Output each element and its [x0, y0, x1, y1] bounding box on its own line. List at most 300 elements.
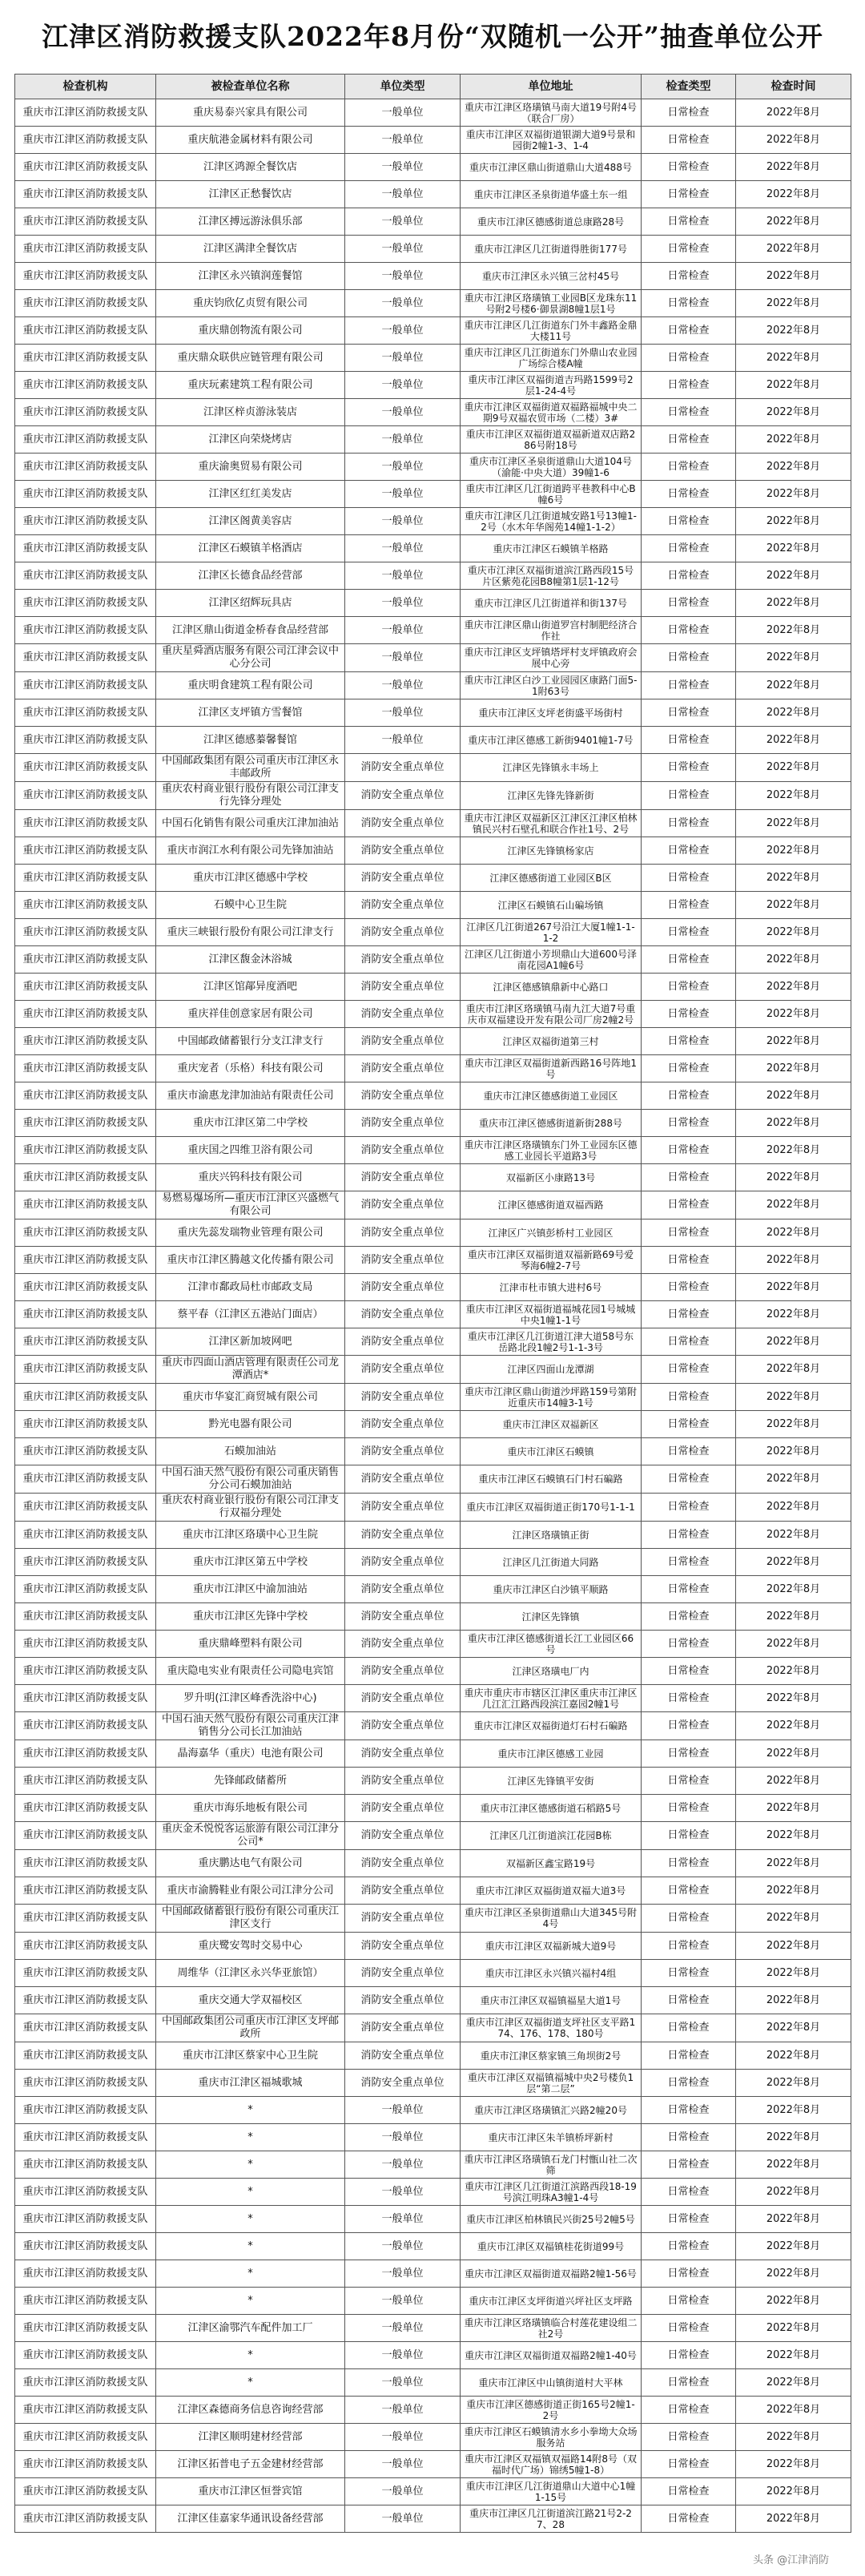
table-row	[15, 1274, 851, 1301]
cell-address: 重庆市江津区双福镇福城中央2号楼负1层“第二层”	[461, 2070, 642, 2097]
cell-agency: 重庆市江津区消防救援支队	[15, 263, 156, 290]
cell-check-type: 日常检查	[642, 810, 736, 837]
cell-agency: 重庆市江津区消防救援支队	[15, 1549, 156, 1576]
cell-agency: 重庆市江津区消防救援支队	[15, 2478, 156, 2505]
cell-unit-type: 消防安全重点单位	[345, 1465, 461, 1494]
table-row	[15, 263, 851, 290]
cell-check-time: 2022年8月	[736, 1082, 851, 1110]
cell-address: 重庆市江津区德感工业园	[461, 1740, 642, 1768]
table-row	[15, 1465, 851, 1494]
cell-unit-type: 一般单位	[345, 562, 461, 590]
inspection-table	[14, 74, 851, 2533]
cell-check-type: 日常检查	[642, 454, 736, 481]
table-row	[15, 1850, 851, 1877]
cell-agency: 重庆市江津区消防救援支队	[15, 672, 156, 699]
cell-check-type: 日常检查	[642, 1465, 736, 1494]
cell-check-time: 2022年8月	[736, 127, 851, 154]
cell-check-time: 2022年8月	[736, 837, 851, 865]
cell-unit-type: 消防安全重点单位	[345, 1028, 461, 1055]
cell-unit-name: *	[156, 2206, 345, 2233]
cell-check-time: 2022年8月	[736, 754, 851, 782]
cell-agency: 重庆市江津区消防救援支队	[15, 154, 156, 181]
cell-unit-type: 消防安全重点单位	[345, 1960, 461, 1987]
table-row	[15, 426, 851, 454]
cell-unit-type: 一般单位	[345, 2097, 461, 2124]
cell-address: 重庆市江津区石蟆镇清水乡小拳坳大众场服务站	[461, 2424, 642, 2451]
cell-check-time: 2022年8月	[736, 2124, 851, 2151]
cell-unit-type: 一般单位	[345, 2206, 461, 2233]
cell-unit-name: 晶海嘉华（重庆）电池有限公司	[156, 1740, 345, 1768]
table-row	[15, 1247, 851, 1274]
cell-unit-type: 消防安全重点单位	[345, 1082, 461, 1110]
cell-address: 重庆市江津区德感街道新街288号	[461, 1110, 642, 1137]
cell-unit-type: 一般单位	[345, 181, 461, 208]
cell-unit-type: 消防安全重点单位	[345, 1795, 461, 1822]
cell-address: 江津区先锋镇平安街	[461, 1768, 642, 1795]
cell-unit-type: 一般单位	[345, 99, 461, 127]
cell-check-time: 2022年8月	[736, 892, 851, 919]
cell-check-type: 日常检查	[642, 2315, 736, 2342]
cell-check-type: 日常检查	[642, 1549, 736, 1576]
watermark: 头条 @江津消防	[753, 2554, 830, 2566]
table-row	[15, 2124, 851, 2151]
cell-check-type: 日常检查	[642, 1905, 736, 1933]
cell-agency: 重庆市江津区消防救援支队	[15, 372, 156, 399]
cell-check-type: 日常检查	[642, 1328, 736, 1356]
cell-check-time: 2022年8月	[736, 263, 851, 290]
cell-unit-name: 江津区长德食品经营部	[156, 562, 345, 590]
cell-address: 重庆市江津区圣泉街道鼎山大道104号（渝能·中央大道）39幢1-6	[461, 454, 642, 481]
cell-check-time: 2022年8月	[736, 1987, 851, 2014]
cell-check-time: 2022年8月	[736, 1549, 851, 1576]
cell-unit-name: 江津区顺明建材经营部	[156, 2424, 345, 2451]
cell-check-time: 2022年8月	[736, 1001, 851, 1028]
cell-unit-type: 一般单位	[345, 2124, 461, 2151]
cell-unit-type: 消防安全重点单位	[345, 1411, 461, 1438]
header-agency: 检查机构	[15, 75, 156, 99]
cell-unit-type: 一般单位	[345, 2505, 461, 2533]
table-row	[15, 2206, 851, 2233]
cell-address: 重庆市江津区双福新区江津区江津区柏林镇民兴村石壁孔和联合作社1号、2号	[461, 810, 642, 837]
cell-unit-type: 一般单位	[345, 317, 461, 345]
cell-unit-type: 一般单位	[345, 535, 461, 562]
table-row	[15, 1740, 851, 1768]
cell-unit-type: 消防安全重点单位	[345, 1164, 461, 1191]
cell-unit-name: 易燃易爆场所—重庆市江津区兴盛燃气有限公司	[156, 1191, 345, 1219]
cell-check-type: 日常检查	[642, 236, 736, 263]
cell-unit-type: 一般单位	[345, 481, 461, 508]
table-row	[15, 2505, 851, 2533]
cell-check-time: 2022年8月	[736, 535, 851, 562]
cell-unit-type: 消防安全重点单位	[345, 1110, 461, 1137]
cell-check-type: 日常检查	[642, 1247, 736, 1274]
cell-unit-type: 一般单位	[345, 2260, 461, 2288]
table-row	[15, 2342, 851, 2369]
cell-unit-name: 重庆市江津区蔡家中心卫生院	[156, 2042, 345, 2070]
cell-agency: 重庆市江津区消防救援支队	[15, 1987, 156, 2014]
cell-unit-type: 一般单位	[345, 2288, 461, 2315]
cell-address: 重庆市江津区珞璜镇临合村莲花建设组二社2号	[461, 2315, 642, 2342]
cell-address: 江津区德感镇鼎新中心路口	[461, 974, 642, 1001]
cell-unit-type: 消防安全重点单位	[345, 1576, 461, 1603]
cell-agency: 重庆市江津区消防救援支队	[15, 454, 156, 481]
cell-check-type: 日常检查	[642, 1110, 736, 1137]
cell-address: 重庆市江津区德感工新街9401幢1-7号	[461, 727, 642, 754]
cell-check-time: 2022年8月	[736, 1247, 851, 1274]
table-row	[15, 919, 851, 946]
cell-agency: 重庆市江津区消防救援支队	[15, 562, 156, 590]
cell-unit-name: 中国邮政集团公司重庆市江津区支坪邮政所	[156, 2014, 345, 2042]
cell-agency: 重庆市江津区消防救援支队	[15, 317, 156, 345]
cell-agency: 重庆市江津区消防救援支队	[15, 1356, 156, 1384]
cell-unit-name: 中国石化销售有限公司重庆江津加油站	[156, 810, 345, 837]
table-row	[15, 1137, 851, 1164]
cell-address: 重庆市江津区德感街道正街165号2幢1-2号	[461, 2397, 642, 2424]
cell-address: 重庆市江津区支坪街道兴坪社区支坪路	[461, 2288, 642, 2315]
cell-agency: 重庆市江津区消防救援支队	[15, 1301, 156, 1328]
cell-unit-name: 重庆市渝腾鞋业有限公司江津分公司	[156, 1877, 345, 1905]
cell-unit-type: 一般单位	[345, 2179, 461, 2206]
cell-check-type: 日常检查	[642, 2260, 736, 2288]
cell-check-type: 日常检查	[642, 181, 736, 208]
cell-check-time: 2022年8月	[736, 2397, 851, 2424]
table-row	[15, 2451, 851, 2478]
header-row	[15, 75, 851, 99]
cell-check-type: 日常检查	[642, 1987, 736, 2014]
cell-check-type: 日常检查	[642, 2288, 736, 2315]
cell-address: 重庆市江津区双福街道双福路2幢1-56号	[461, 2260, 642, 2288]
cell-unit-type: 消防安全重点单位	[345, 1522, 461, 1549]
cell-check-time: 2022年8月	[736, 1877, 851, 1905]
cell-agency: 重庆市江津区消防救援支队	[15, 1658, 156, 1685]
cell-agency: 重庆市江津区消防救援支队	[15, 127, 156, 154]
cell-unit-name: 重庆市四面山酒店管理有限责任公司龙潭酒店*	[156, 1356, 345, 1384]
cell-unit-name: 江津区德感蓁馨餐馆	[156, 727, 345, 754]
cell-unit-type: 消防安全重点单位	[345, 1850, 461, 1877]
cell-check-time: 2022年8月	[736, 1356, 851, 1384]
cell-unit-name: 重庆市江津区第五中学校	[156, 1549, 345, 1576]
header-unit-type: 单位类型	[345, 75, 461, 99]
cell-unit-name: 重庆市渝惠龙津加油站有限责任公司	[156, 1082, 345, 1110]
cell-address: 重庆市江津区几江街道鼎山大道中心1幢1-15号	[461, 2478, 642, 2505]
cell-check-type: 日常检查	[642, 1576, 736, 1603]
cell-unit-name: 重庆宠者（乐格）科技有限公司	[156, 1055, 345, 1082]
cell-agency: 重庆市江津区消防救援支队	[15, 1328, 156, 1356]
cell-unit-type: 一般单位	[345, 2397, 461, 2424]
cell-check-time: 2022年8月	[736, 590, 851, 617]
table-row	[15, 1576, 851, 1603]
cell-agency: 重庆市江津区消防救援支队	[15, 2288, 156, 2315]
cell-agency: 重庆市江津区消防救援支队	[15, 481, 156, 508]
cell-check-type: 日常检查	[642, 1301, 736, 1328]
cell-check-time: 2022年8月	[736, 154, 851, 181]
cell-check-time: 2022年8月	[736, 1274, 851, 1301]
cell-unit-name: 黔光电器有限公司	[156, 1411, 345, 1438]
cell-unit-type: 消防安全重点单位	[345, 1740, 461, 1768]
cell-agency: 重庆市江津区消防救援支队	[15, 1001, 156, 1028]
cell-check-type: 日常检查	[642, 481, 736, 508]
cell-unit-name: 重庆先蕊发瑞物业管理有限公司	[156, 1219, 345, 1247]
cell-agency: 重庆市江津区消防救援支队	[15, 1438, 156, 1465]
cell-agency: 重庆市江津区消防救援支队	[15, 974, 156, 1001]
cell-address: 双福新区鑫宝路19号	[461, 1850, 642, 1877]
cell-unit-name: 重庆玩素建筑工程有限公司	[156, 372, 345, 399]
cell-unit-type: 一般单位	[345, 208, 461, 236]
cell-unit-name: 重庆明食建筑工程有限公司	[156, 672, 345, 699]
cell-agency: 重庆市江津区消防救援支队	[15, 1850, 156, 1877]
table-row	[15, 837, 851, 865]
cell-check-type: 日常检查	[642, 508, 736, 535]
cell-unit-type: 一般单位	[345, 345, 461, 372]
cell-agency: 重庆市江津区消防救援支队	[15, 1576, 156, 1603]
cell-check-type: 日常检查	[642, 974, 736, 1001]
table-row	[15, 2260, 851, 2288]
cell-unit-name: 中国石油天然气股份有限公司重庆销售分公司石蟆加油站	[156, 1465, 345, 1494]
cell-check-type: 日常检查	[642, 2097, 736, 2124]
cell-unit-type: 一般单位	[345, 699, 461, 727]
cell-agency: 重庆市江津区消防救援支队	[15, 1685, 156, 1712]
cell-address: 江津市杜市镇大进村6号	[461, 1274, 642, 1301]
cell-check-type: 日常检查	[642, 263, 736, 290]
table-row	[15, 236, 851, 263]
cell-unit-type: 一般单位	[345, 2315, 461, 2342]
cell-check-type: 日常检查	[642, 1603, 736, 1631]
cell-agency: 重庆市江津区消防救援支队	[15, 1768, 156, 1795]
cell-unit-type: 消防安全重点单位	[345, 1768, 461, 1795]
cell-agency: 重庆市江津区消防救援支队	[15, 2179, 156, 2206]
cell-unit-type: 一般单位	[345, 263, 461, 290]
cell-address: 重庆市江津区支坪镇塔坪村支坪镇政府会展中心旁	[461, 644, 642, 672]
cell-check-time: 2022年8月	[736, 672, 851, 699]
cell-check-type: 日常检查	[642, 1768, 736, 1795]
cell-check-type: 日常检查	[642, 1795, 736, 1822]
table-row	[15, 1877, 851, 1905]
cell-address: 江津区石蟆镇石山碥场镇	[461, 892, 642, 919]
cell-unit-name: *	[156, 2342, 345, 2369]
cell-agency: 重庆市江津区消防救援支队	[15, 1110, 156, 1137]
cell-check-type: 日常检查	[642, 127, 736, 154]
cell-unit-name: 江津区搏远游泳俱乐部	[156, 208, 345, 236]
table-row	[15, 1356, 851, 1384]
cell-address: 重庆市江津区双福街道福城花园1号城城中央1幢1-1号	[461, 1301, 642, 1328]
cell-agency: 重庆市江津区消防救援支队	[15, 1603, 156, 1631]
cell-agency: 重庆市江津区消防救援支队	[15, 2233, 156, 2260]
cell-address: 江津区先锋先锋新街	[461, 782, 642, 810]
table-row	[15, 1328, 851, 1356]
table-row	[15, 399, 851, 426]
cell-check-time: 2022年8月	[736, 782, 851, 810]
cell-check-time: 2022年8月	[736, 562, 851, 590]
cell-check-time: 2022年8月	[736, 1301, 851, 1328]
cell-agency: 重庆市江津区消防救援支队	[15, 2206, 156, 2233]
cell-check-time: 2022年8月	[736, 1850, 851, 1877]
table-row	[15, 99, 851, 127]
cell-unit-type: 一般单位	[345, 426, 461, 454]
cell-check-time: 2022年8月	[736, 1137, 851, 1164]
cell-address: 江津区几江街道大同路	[461, 1549, 642, 1576]
cell-agency: 重庆市江津区消防救援支队	[15, 2505, 156, 2533]
cell-agency: 重庆市江津区消防救援支队	[15, 2097, 156, 2124]
table-row	[15, 2397, 851, 2424]
table-row	[15, 562, 851, 590]
cell-unit-name: 江津区石蟆镇羊格酒店	[156, 535, 345, 562]
cell-unit-type: 消防安全重点单位	[345, 1001, 461, 1028]
cell-address: 重庆市江津区珞璜镇马南九江大道7号重庆市双福建设开发有限公司厂房2幢2号	[461, 1001, 642, 1028]
table-row	[15, 290, 851, 317]
cell-address: 重庆市江津区双福街道双福路福城中央二期9号双福农贸市场（二楼）3#	[461, 399, 642, 426]
table-row	[15, 617, 851, 644]
cell-unit-type: 一般单位	[345, 399, 461, 426]
table-row	[15, 2369, 851, 2397]
cell-check-time: 2022年8月	[736, 2369, 851, 2397]
table-row	[15, 1795, 851, 1822]
cell-check-type: 日常检查	[642, 1822, 736, 1850]
cell-check-time: 2022年8月	[736, 1438, 851, 1465]
table-row	[15, 1164, 851, 1191]
cell-unit-type: 一般单位	[345, 236, 461, 263]
cell-unit-name: 江津区拓普电子五金建材经营部	[156, 2451, 345, 2478]
table-row	[15, 454, 851, 481]
cell-unit-name: 罗升明(江津区峰香洗浴中心)	[156, 1685, 345, 1712]
cell-address: 重庆市江津区中山镇街道村大平林	[461, 2369, 642, 2397]
table-row	[15, 1384, 851, 1411]
cell-unit-name: 江津区正愁餐饮店	[156, 181, 345, 208]
cell-agency: 重庆市江津区消防救援支队	[15, 2451, 156, 2478]
cell-check-type: 日常检查	[642, 535, 736, 562]
cell-check-time: 2022年8月	[736, 1191, 851, 1219]
cell-agency: 重庆市江津区消防救援支队	[15, 1631, 156, 1658]
cell-check-time: 2022年8月	[736, 1576, 851, 1603]
cell-unit-type: 消防安全重点单位	[345, 1328, 461, 1356]
cell-unit-name: *	[156, 2179, 345, 2206]
table-row	[15, 590, 851, 617]
cell-agency: 重庆市江津区消防救援支队	[15, 810, 156, 837]
cell-check-type: 日常检查	[642, 1438, 736, 1465]
cell-check-time: 2022年8月	[736, 2315, 851, 2342]
cell-address: 江津区珞璜电厂内	[461, 1658, 642, 1685]
cell-agency: 重庆市江津区消防救援支队	[15, 2124, 156, 2151]
cell-address: 重庆市江津区几江街道江津大道58号东岳路北段1幢2号1-1-3号	[461, 1328, 642, 1356]
cell-agency: 重庆市江津区消防救援支队	[15, 2369, 156, 2397]
cell-agency: 重庆市江津区消防救援支队	[15, 1522, 156, 1549]
cell-check-time: 2022年8月	[736, 317, 851, 345]
cell-address: 重庆市江津区双福街道灯石村石碥路	[461, 1712, 642, 1740]
cell-unit-name: 重庆市润江水利有限公司先锋加油站	[156, 837, 345, 865]
cell-agency: 重庆市江津区消防救援支队	[15, 837, 156, 865]
table-row	[15, 1494, 851, 1522]
cell-address: 重庆市江津区朱羊镇桥坪新村	[461, 2124, 642, 2151]
table-row	[15, 672, 851, 699]
cell-agency: 重庆市江津区消防救援支队	[15, 1933, 156, 1960]
cell-check-type: 日常检查	[642, 865, 736, 892]
cell-unit-type: 一般单位	[345, 290, 461, 317]
cell-unit-name: 重庆祥佳创意家居有限公司	[156, 1001, 345, 1028]
cell-unit-name: 重庆市江津区福城歌城	[156, 2070, 345, 2097]
cell-unit-name: 重庆渝奥贸易有限公司	[156, 454, 345, 481]
cell-address: 重庆市江津区石蟆镇	[461, 1438, 642, 1465]
table-row	[15, 2042, 851, 2070]
cell-address: 江津区广兴镇彭桥村工业园区	[461, 1219, 642, 1247]
cell-check-type: 日常检查	[642, 1850, 736, 1877]
cell-check-time: 2022年8月	[736, 2342, 851, 2369]
cell-address: 江津区双福街道第三村	[461, 1028, 642, 1055]
cell-address: 重庆市江津区珞璜镇石龙门村甑山社二次筛	[461, 2151, 642, 2179]
cell-check-time: 2022年8月	[736, 1658, 851, 1685]
cell-address: 重庆市江津区永兴镇三岔村45号	[461, 263, 642, 290]
cell-unit-name: 中国邮政集团有限公司重庆市江津区永丰邮政所	[156, 754, 345, 782]
cell-check-type: 日常检查	[642, 99, 736, 127]
cell-check-time: 2022年8月	[736, 1740, 851, 1768]
cell-check-type: 日常检查	[642, 1685, 736, 1712]
cell-address: 重庆市江津区圣泉街道华盛土东一组	[461, 181, 642, 208]
cell-unit-name: 重庆农村商业银行股份有限公司江津支行先锋分理处	[156, 782, 345, 810]
cell-check-time: 2022年8月	[736, 919, 851, 946]
cell-check-time: 2022年8月	[736, 372, 851, 399]
cell-check-time: 2022年8月	[736, 1219, 851, 1247]
cell-address: 重庆市江津区双福街道双福路2幢1-40号	[461, 2342, 642, 2369]
cell-check-time: 2022年8月	[736, 208, 851, 236]
cell-address: 重庆市江津区几江街道城安路1号13幢1-2号（水木年华阁苑14幢1-1-2）	[461, 508, 642, 535]
cell-unit-type: 消防安全重点单位	[345, 1219, 461, 1247]
cell-agency: 重庆市江津区消防救援支队	[15, 99, 156, 127]
cell-check-time: 2022年8月	[736, 481, 851, 508]
cell-check-type: 日常检查	[642, 1055, 736, 1082]
table-row	[15, 1712, 851, 1740]
cell-agency: 重庆市江津区消防救援支队	[15, 617, 156, 644]
cell-address: 重庆市江津区几江街道祥和街137号	[461, 590, 642, 617]
cell-check-time: 2022年8月	[736, 1522, 851, 1549]
cell-check-type: 日常检查	[642, 644, 736, 672]
cell-agency: 重庆市江津区消防救援支队	[15, 2070, 156, 2097]
table-row	[15, 754, 851, 782]
table-row	[15, 1055, 851, 1082]
cell-unit-name: *	[156, 2124, 345, 2151]
cell-agency: 重庆市江津区消防救援支队	[15, 181, 156, 208]
cell-check-time: 2022年8月	[736, 99, 851, 127]
cell-check-time: 2022年8月	[736, 1494, 851, 1522]
header-check-time: 检查时间	[736, 75, 851, 99]
cell-check-type: 日常检查	[642, 1522, 736, 1549]
cell-unit-name: 先锋邮政储蓄所	[156, 1768, 345, 1795]
cell-unit-name: 重庆国之四维卫浴有限公司	[156, 1137, 345, 1164]
cell-unit-name: 重庆易泰兴家具有限公司	[156, 99, 345, 127]
cell-address: 重庆市江津区几江街道东门外丰鑫路金鼎大楼11号	[461, 317, 642, 345]
cell-check-type: 日常检查	[642, 1219, 736, 1247]
table-row	[15, 2288, 851, 2315]
cell-check-type: 日常检查	[642, 399, 736, 426]
cell-unit-type: 消防安全重点单位	[345, 1055, 461, 1082]
cell-address: 重庆市江津区双福街道正街170号1-1-1	[461, 1494, 642, 1522]
cell-unit-type: 一般单位	[345, 644, 461, 672]
cell-unit-name: 重庆鼎创物流有限公司	[156, 317, 345, 345]
cell-unit-name: 重庆市华宴汇商贸城有限公司	[156, 1384, 345, 1411]
table-row	[15, 1905, 851, 1933]
header-address: 单位地址	[461, 75, 642, 99]
cell-unit-type: 一般单位	[345, 154, 461, 181]
cell-address: 重庆市江津区双福镇双福路14附8号（双福时代广场）锦绣5幢1-8）	[461, 2451, 642, 2478]
cell-agency: 重庆市江津区消防救援支队	[15, 1795, 156, 1822]
table-row	[15, 2014, 851, 2042]
cell-check-time: 2022年8月	[736, 2070, 851, 2097]
cell-unit-name: 重庆隐电实业有限责任公司隐电宾馆	[156, 1658, 345, 1685]
cell-unit-type: 消防安全重点单位	[345, 2042, 461, 2070]
cell-address: 重庆市江津区圣泉街道鼎山大道345号附4号	[461, 1905, 642, 1933]
cell-agency: 重庆市江津区消防救援支队	[15, 590, 156, 617]
cell-unit-name: 重庆星舜酒店服务有限公司江津会议中心分公司	[156, 644, 345, 672]
cell-unit-name: 江津区鼎山街道金桥春食品经营部	[156, 617, 345, 644]
cell-check-time: 2022年8月	[736, 508, 851, 535]
table-row	[15, 345, 851, 372]
